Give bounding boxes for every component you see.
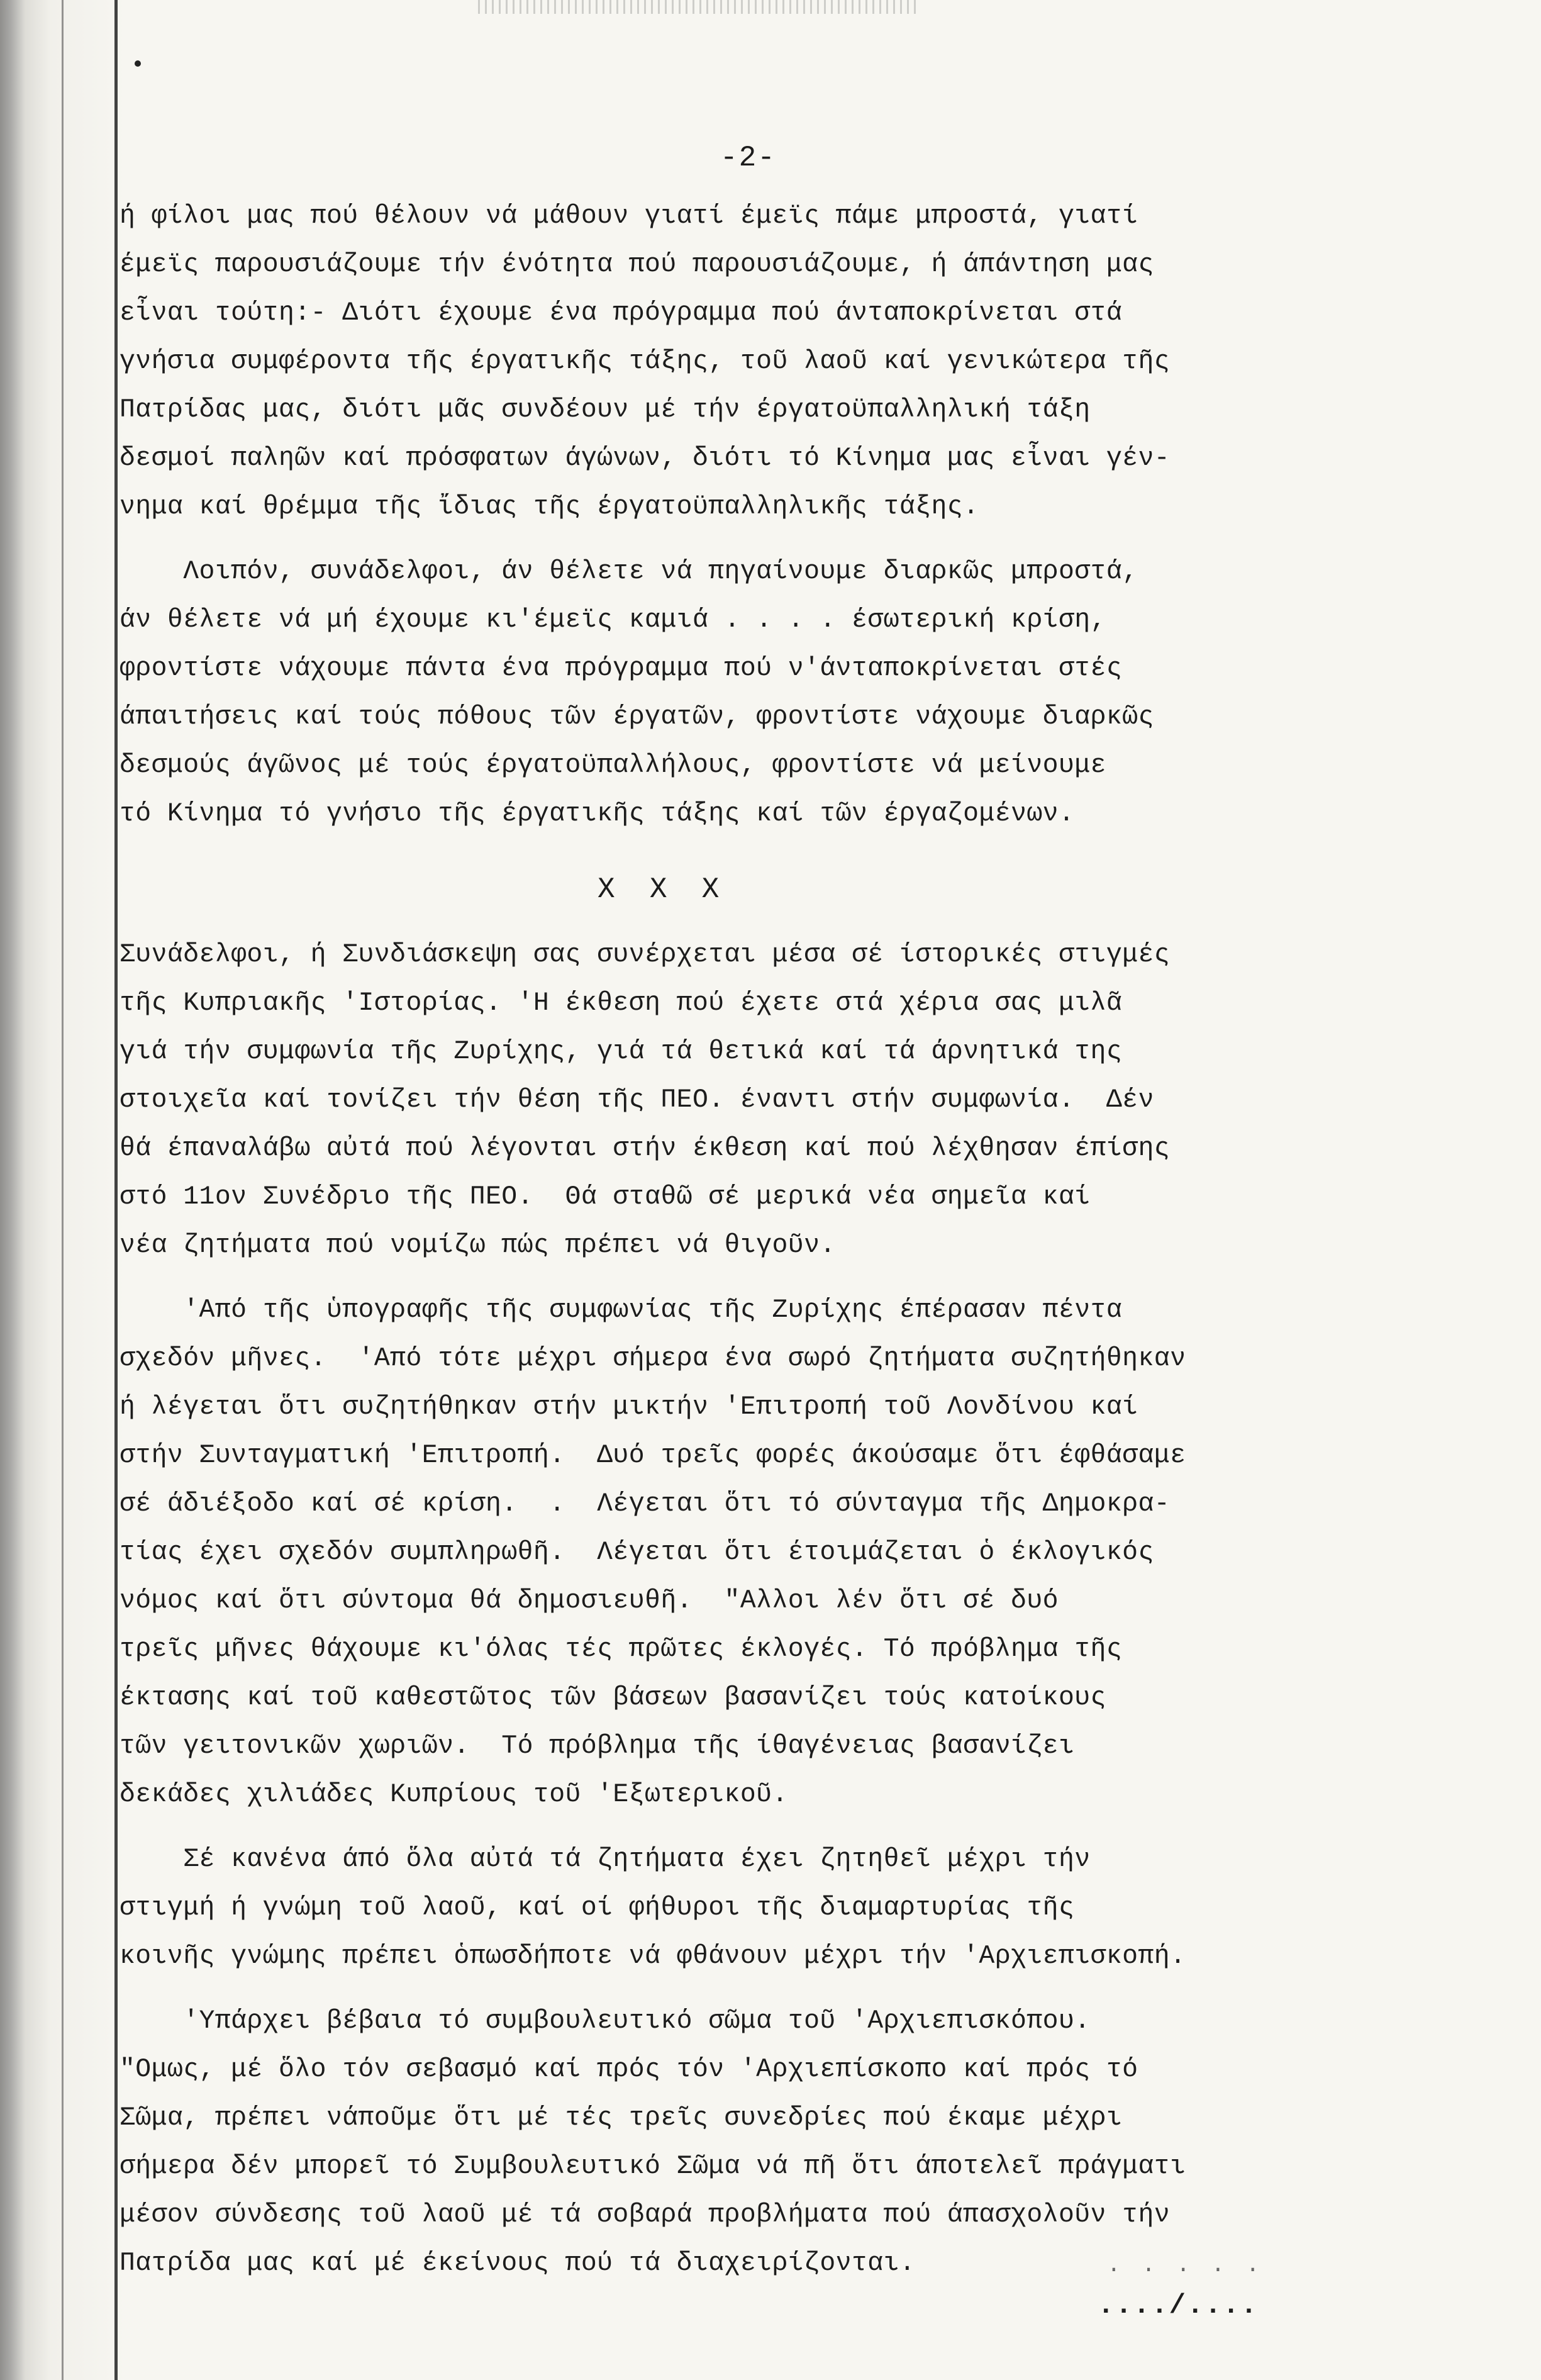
paragraph-3: [120, 930, 1421, 1270]
scan-binding-edge: [114, 0, 118, 2380]
text-line: 'Υπάρχει βέβαια τό συμβουλευτικό σῶμα τοῦ 'Αρχιεπισκόπου.: [120, 2006, 1091, 2036]
text-line: έμεϊς παρουσιάζουμε τήν ένότητα πού παρουσιάζουμε, ή άπάντηση μας: [120, 250, 1154, 279]
text-line: στήν Συνταγματική 'Επιτροπή. Δυό τρεῖς φορές άκούσαμε ὅτι έφθάσαμε: [120, 1441, 1186, 1470]
text-line: δεσμούς άγῶνος μέ τούς έργατοϋπαλλήλους, φροντίστε νά μείνουμε: [120, 751, 1106, 780]
paragraph-2: [120, 547, 1421, 838]
text-line: Πατρίδα μας καί μέ έκείνους πού τά διαχειρίζονται.: [120, 2249, 916, 2278]
text-line: δεσμοί παληῶν καί πρόσφατων άγώνων, διότι τό Κίνημα μας εἶναι γέν-: [120, 444, 1171, 473]
continuation-mark: ..../....: [1098, 2290, 1259, 2321]
paragraph-gap: [120, 914, 1421, 930]
text-line: θά έπαναλάβω αὐτά πού λέγονται στήν έκθεση καί πού λέχθησαν έπίσης: [120, 1134, 1171, 1163]
paragraph-gap: [120, 1270, 1421, 1286]
text-line: στιγμή ή γνώμη τοῦ λαοῦ, καί οί φήθυροι τῆς διαμαρτυρίας τῆς: [120, 1893, 1075, 1923]
text-line: μέσον σύνδεσης τοῦ λαοῦ μέ τά σοβαρά προβλήματα πού άπασχολοῦν τήν: [120, 2200, 1171, 2230]
text-line: κοινῆς γνώμης πρέπει ὁπωσδήποτε νά φθάνουν μέχρι τήν 'Αρχιεπισκοπή.: [120, 1941, 1186, 1971]
text-line: στοιχεῖα καί τονίζει τήν θέση τῆς ΠΕΟ. έναντι στήν συμφωνία. Δέν: [120, 1085, 1154, 1115]
scan-top-noise: [478, 0, 918, 14]
text-line: έκτασης καί τοῦ καθεστῶτος τῶν βάσεων βασανίζει τούς κατοίκους: [120, 1683, 1106, 1712]
text-line: τῆς Κυπριακῆς 'Ιστορίας. 'Η έκθεση πού έχετε στά χέρια σας μιλᾶ: [120, 988, 1123, 1018]
paragraph-4: [120, 1286, 1421, 1819]
text-line: Πατρίδας μας, διότι μᾶς συνδέουν μέ τήν έργατοϋπαλληλική τάξη: [120, 395, 1091, 425]
paragraph-gap: [120, 531, 1421, 547]
text-line: νέα ζητήματα πού νομίζω πώς πρέπει νά θιγοῦν.: [120, 1231, 836, 1260]
paragraph-1: [120, 192, 1421, 531]
paragraph-gap: [120, 1981, 1421, 1997]
text-line: Συνάδελφοι, ή Συνδιάσκεψη σας συνέρχεται μέσα σέ ίστορικές στιγμές: [120, 940, 1171, 969]
scan-binding-line: [62, 0, 64, 2380]
text-line: στό 11ον Συνέδριο τῆς ΠΕΟ. Θά σταθῶ σέ μερικά νέα σημεῖα καί: [120, 1182, 1091, 1212]
text-line: τίας έχει σχεδόν συμπληρωθῆ. Λέγεται ὅτι έτοιμάζεται ὁ έκλογικός: [120, 1538, 1154, 1567]
text-line: άν θέλετε νά μή έχουμε κι'έμεϊς καμιά . . . . έσωτερική κρίση,: [120, 605, 1106, 635]
paragraph-gap: [120, 1819, 1421, 1835]
text-line: νόμος καί ὅτι σύντομα θά δημοσιευθῆ. "Αλλοι λέν ὅτι σέ δυό: [120, 1586, 1059, 1616]
margin-dot: [135, 60, 141, 67]
document-body: [120, 192, 1421, 2288]
text-line: 'Από τῆς ὑπογραφῆς τῆς συμφωνίας τῆς Ζυρίχης έπέρασαν πέντα: [120, 1295, 1123, 1325]
paragraph-5: [120, 1835, 1421, 1981]
paragraph-6: [120, 1997, 1421, 2288]
text-line: ή φίλοι μας πού θέλουν νά μάθουν γιατί έμεϊς πάμε μπροστά, γιατί: [120, 201, 1138, 231]
text-line: γνήσια συμφέροντα τῆς έργατικῆς τάξης, τοῦ λαοῦ καί γενικώτερα τῆς: [120, 347, 1171, 376]
page-number: -2-: [720, 142, 776, 174]
text-line: τῶν γειτονικῶν χωριῶν. Τό πρόβλημα τῆς ίθαγένειας βασανίζει: [120, 1731, 1075, 1761]
text-line: δεκάδες χιλιάδες Κυπρίους τοῦ 'Εξωτερικοῦ.: [120, 1780, 788, 1809]
text-line: σχεδόν μῆνες. 'Από τότε μέχρι σήμερα ένα σωρό ζητήματα συζητήθηκαν: [120, 1344, 1186, 1373]
text-line: τό Κίνημα τό γνήσιο τῆς έργατικῆς τάξης καί τῶν έργαζομένων.: [120, 799, 1075, 829]
section-separator: X X X: [598, 873, 720, 906]
text-line: Σέ κανένα άπό ὅλα αὐτά τά ζητήματα έχει ζητηθεῖ μέχρι τήν: [120, 1845, 1091, 1874]
text-line: σήμερα δέν μπορεῖ τό Συμβουλευτικό Σῶμα νά πῆ ὅτι άποτελεῖ πράγματι: [120, 2152, 1186, 2181]
text-line: σέ άδιέξοδο καί σέ κρίση. . Λέγεται ὅτι τό σύνταγμα τῆς Δημοκρα-: [120, 1489, 1171, 1519]
text-line: νημα καί θρέμμα τῆς ἴδιας τῆς έργατοϋπαλληλικῆς τάξης.: [120, 492, 979, 522]
text-line: γιά τήν συμφωνία τῆς Ζυρίχης, γιά τά θετικά καί τά άρνητικά της: [120, 1037, 1123, 1066]
text-line: άπαιτήσεις καί τούς πόθους τῶν έργατῶν, φροντίστε νάχουμε διαρκῶς: [120, 702, 1154, 732]
footer-dots: . . . . .: [1107, 2252, 1264, 2278]
paragraph-gap: [120, 838, 1421, 866]
text-line: εἶναι τούτη:- Διότι έχουμε ένα πρόγραμμα πού άνταποκρίνεται στά: [120, 298, 1123, 328]
text-line: τρεῖς μῆνες θάχουμε κι'όλας τές πρῶτες έκλογές. Τό πρόβλημα τῆς: [120, 1634, 1123, 1664]
text-line: Σῶμα, πρέπει νάποῦμε ὅτι μέ τές τρεῖς συνεδρίες πού έκαμε μέχρι: [120, 2103, 1123, 2133]
text-line: Λοιπόν, συνάδελφοι, άν θέλετε νά πηγαίνουμε διαρκῶς μπροστά,: [120, 557, 1138, 586]
text-line: ή λέγεται ὅτι συζητήθηκαν στήν μικτήν 'Επιτροπή τοῦ Λονδίνου καί: [120, 1392, 1138, 1422]
text-line: φροντίστε νάχουμε πάντα ένα πρόγραμμα πού ν'άνταποκρίνεται στές: [120, 654, 1123, 683]
text-line: "Ομως, μέ ὅλο τόν σεβασμό καί πρός τόν 'Αρχιεπίσκοπο καί πρός τό: [120, 2055, 1138, 2084]
